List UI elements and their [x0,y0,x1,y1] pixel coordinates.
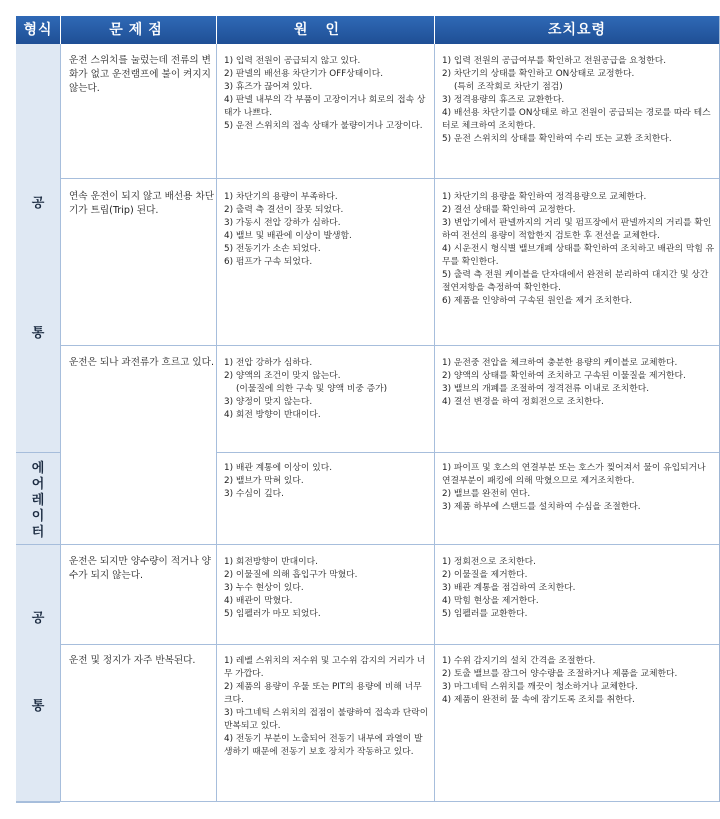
cause-item: 2) 이물질에 의해 흡입구가 막혔다. [224,570,358,580]
type-char: 통 [31,699,45,714]
type-char: 공 [31,611,45,626]
type-char: 터 [31,525,45,540]
type-char: 통 [31,326,45,341]
cause-list [224,462,430,501]
action-list [442,191,716,308]
cause-item: 2) 판넬의 배선용 차단기가 OFF상태이다. [224,69,384,79]
action-item: 3) 밸브의 개폐를 조절하여 정격전류 이내로 조치한다. [442,384,650,394]
action-item: 3) 마그네틱 스위치를 깨끗이 청소하거나 교체한다. [442,682,638,692]
cause-item: 2) 양액의 조건이 맞지 않는다. [224,371,341,381]
action-item: 1) 입력 전원의 공급여부를 확인하고 전원공급을 요청한다. [442,56,667,66]
cause-item: 2) 출력 측 결선이 잘못 되었다. [224,205,344,215]
action-item: 1) 수위 감지기의 설치 간격을 조절한다. [442,656,596,666]
cause-list [224,191,430,269]
cause-item: 5) 운전 스위치의 접속 상태가 불량이거나 고장이다. [224,121,423,131]
cause-item: 1) 회전방향이 반대이다. [224,557,318,567]
cause-item: 4) 밸브 및 배관에 이상이 발생함. [224,231,352,241]
action-list [442,462,716,514]
action-item: 4) 결선 변경을 하여 정회전으로 조치한다. [442,397,604,407]
cause-item: 4) 전동기 부분이 노출되어 전동기 내부에 과열이 발생하기 때문에 전동기 보호 장치가 작동하고 있다. [224,734,423,757]
action-item: 5) 운전 스위치의 상태를 확인하여 수리 또는 교환 조치한다. [442,134,672,144]
action-item: 5) 임펠러를 교환한다. [442,609,528,619]
table-header [16,16,719,44]
cause-item: 1) 배관 계통에 이상이 있다. [224,463,332,473]
action-item: (특히 조작회로 차단기 점검) [454,82,563,92]
column-divider [60,44,61,802]
type-char: 이 [31,509,45,524]
header-action: 조치요령 [547,22,607,38]
action-item: 4) 시운전시 형식별 밸브개폐 상태를 확인하여 조치하고 배관의 막힘 유무를 확인한다. [442,244,715,267]
cause-item: 2) 제품의 용량이 우물 또는 PIT의 용량에 비해 너무 크다. [224,682,422,705]
cause-item: (이물질에 의한 구속 및 양액 비중 증가) [236,384,388,394]
action-item: 2) 토출 밸브를 잠그어 양수량을 조절하거나 제품을 교체한다. [442,669,678,679]
action-item: 3) 배관 계통을 점검하여 조치한다. [442,583,576,593]
action-item: 1) 운전중 전압을 체크하여 충분한 용량의 케이블로 교체한다. [442,358,678,368]
cause-item: 3) 마그네틱 스위치의 접점이 불량하여 접속과 단락이 반복되고 있다. [224,708,429,731]
row-divider [60,345,719,346]
action-item: 4) 막힘 현상을 제거한다. [442,596,539,606]
type-char: 레 [31,493,45,508]
action-item: 1) 정회전으로 조치한다. [442,557,536,567]
cause-item: 4) 회전 방향이 반대이다. [224,410,321,420]
problem-text: 운전 스위치를 눌렀는데 전류의 변화가 없고 운전램프에 불이 켜지지 않는다. [69,55,211,94]
action-item: 3) 제품 하부에 스탠드를 설치하여 수심을 조절한다. [442,502,641,512]
cause-item: 3) 가동시 전압 강하가 심하다. [224,218,341,228]
cause-item: 6) 펌프가 구속 되었다. [224,257,313,267]
action-item: 6) 제품을 인양하여 구속된 원인을 제거 조치한다. [442,296,633,306]
action-item: 5) 출력 측 전원 케이블을 단자대에서 완전히 분리하여 대지간 및 상간 절연저항을 측정하여 확인한다. [442,270,709,293]
cause-item: 3) 휴즈가 끊어져 있다. [224,82,313,92]
header-cause: 원인 [293,22,358,38]
cause-item: 1) 레벨 스위치의 저수위 및 고수위 감지의 거리가 너무 가깝다. [224,656,426,679]
cause-list [224,556,430,621]
row-divider [60,544,719,545]
action-list [442,655,716,707]
action-item: 3) 변압기에서 판넬까지의 거리 및 펌프장에서 판넬까지의 거리를 확인하여 전선의 용량이 적합한지 검토한 후 전선을 교체한다. [442,218,712,241]
column-divider [216,44,217,802]
row-divider [60,644,719,645]
action-item: 2) 양액의 상태를 확인하여 조치하고 구속된 이물질을 제거한다. [442,371,686,381]
action-item: 3) 정격용량의 휴즈로 교환한다. [442,95,565,105]
cause-item: 5) 임펠러가 마모 되었다. [224,609,321,619]
type-cell-common [16,44,60,453]
column-divider [434,44,435,802]
type-char: 공 [31,196,45,211]
problem-text: 운전은 되나 과전류가 흐르고 있다. [69,357,214,368]
cause-item: 2) 밸브가 막혀 있다. [224,476,304,486]
action-item: 1) 차단기의 용량을 확인하여 정격용량으로 교체한다. [442,192,647,202]
action-item: 4) 제품이 완전히 물 속에 잠기도록 조치를 취한다. [442,695,635,705]
table-bottom-border [16,801,719,802]
action-item: 2) 밸브를 완전히 연다. [442,489,531,499]
cause-item: 1) 입력 전원이 공급되지 않고 있다. [224,56,361,66]
cause-item: 4) 배관이 막혔다. [224,596,293,606]
cause-list [224,55,430,133]
action-item: 2) 결선 상태를 확인하여 교정한다. [442,205,576,215]
header-problem: 문제점 [109,22,168,38]
cause-item: 3) 양정이 맞지 않는다. [224,397,313,407]
troubleshooting-table [16,16,720,802]
type-char: 어 [31,477,45,492]
cause-item: 5) 전동기가 소손 되었다. [224,244,321,254]
problem-text: 연속 운전이 되지 않고 배선용 차단기가 트립(Trip) 된다. [69,191,214,216]
cause-item: 3) 누수 현상이 있다. [224,583,304,593]
cause-item: 4) 판넬 내부의 각 부품이 고장이거나 회로의 접속 상태가 나쁘다. [224,95,426,118]
cause-item: 3) 수심이 깊다. [224,489,284,499]
problem-text: 운전은 되지만 양수량이 적거나 양수가 되지 않는다. [69,556,211,581]
action-item: 2) 이물질을 제거한다. [442,570,528,580]
header-type: 형식 [23,22,53,38]
cause-list [224,357,430,422]
action-list [442,357,716,409]
action-item: 4) 배선용 차단기를 ON상태로 하고 전원이 공급되는 경로를 따라 테스터로 체크하여 조치한다. [442,108,711,131]
type-char: 에 [31,461,45,476]
action-item: 1) 파이프 및 호스의 연결부분 또는 호스가 찢어져서 물이 유입되거나 연결부분이 패킹에 의해 막혔으므로 제거조치한다. [442,463,706,486]
cause-item: 1) 차단기의 용량이 부족하다. [224,192,338,202]
row-divider [216,452,719,453]
cause-item: 1) 전압 강하가 심하다. [224,358,313,368]
cause-list [224,655,430,759]
action-list [442,55,716,146]
problem-text: 운전 및 정지가 자주 반복된다. [69,655,196,666]
action-item: 2) 차단기의 상태를 확인하고 ON상태로 교정한다. [442,69,635,79]
row-divider [60,178,719,179]
action-list [442,556,716,621]
type-cell-aerator [16,453,60,545]
type-cell-common [16,545,60,803]
